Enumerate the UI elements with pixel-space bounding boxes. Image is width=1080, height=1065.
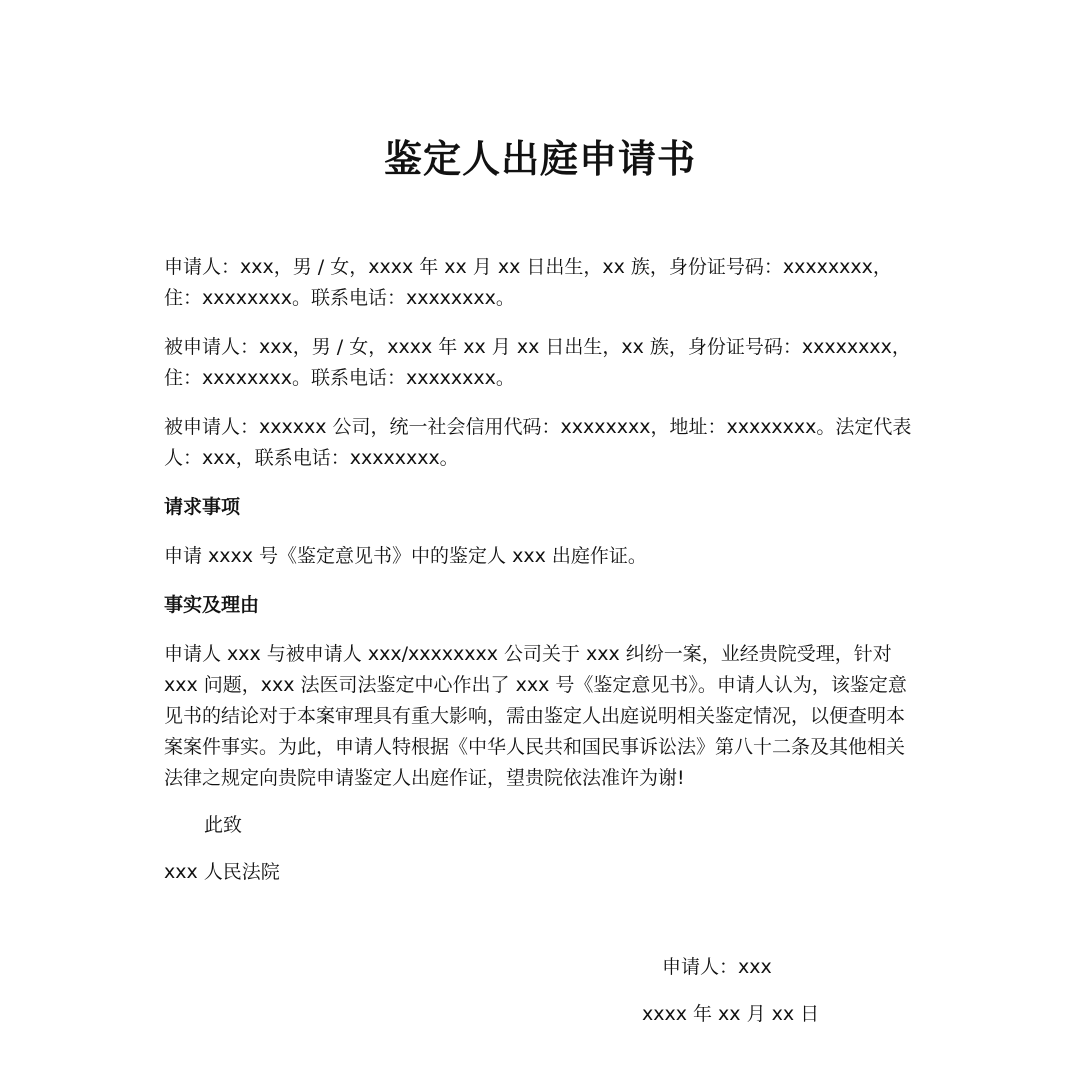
facts-paragraph: 申请人 xxx 与被申请人 xxx/xxxxxxxx 公司关于 xxx 纠纷一案，业经贵院受理，针对 xxx 问题，xxx 法医司法鉴定中心作出了 xxx 号《鉴定意见书》。申请人认为，该鉴定意见书的结论对于本案审理具有重大影响，需由鉴定人出庭说明相关鉴定情况，以便查明本案案件事实。为此，申请人特根据《中华人民共和国民事诉讼法》第八十二条及其他相关法律之规定向贵院申请鉴定人出庭作证，望贵院依法准许为谢! xyxy=(164,643,907,789)
requests-paragraph: 申请 xxxx 号《鉴定意见书》中的鉴定人 xxx 出庭作证。 xyxy=(164,545,647,567)
signature-line: 申请人：xxx xyxy=(662,956,772,978)
document-title: 鉴定人出庭申请书 xyxy=(383,137,696,181)
document-body xyxy=(164,252,914,888)
respondent-person-paragraph: 被申请人：xxx，男 / 女，xxxx 年 xx 月 xx 日出生，xx 族，身份证号码：xxxxxxxx，住：xxxxxxxx。联系电话：xxxxxxxx。 xyxy=(164,336,911,389)
respondent-company-paragraph: 被申请人：xxxxxx 公司，统一社会信用代码：xxxxxxxx，地址：xxxxxxxx。法定代表人：xxx，联系电话：xxxxxxxx。 xyxy=(164,416,912,469)
requests-heading: 请求事项 xyxy=(164,496,241,518)
date-line: xxxx 年 xx 月 xx 日 xyxy=(642,1003,820,1025)
court-name: xxx 人民法院 xyxy=(164,861,280,883)
applicant-paragraph: 申请人：xxx，男 / 女，xxxx 年 xx 月 xx 日出生，xx 族，身份证号码：xxxxxxxx，住：xxxxxxxx。联系电话：xxxxxxxx。 xyxy=(164,256,892,309)
closing-salutation: 此致 xyxy=(204,814,243,836)
facts-heading: 事实及理由 xyxy=(164,594,260,616)
